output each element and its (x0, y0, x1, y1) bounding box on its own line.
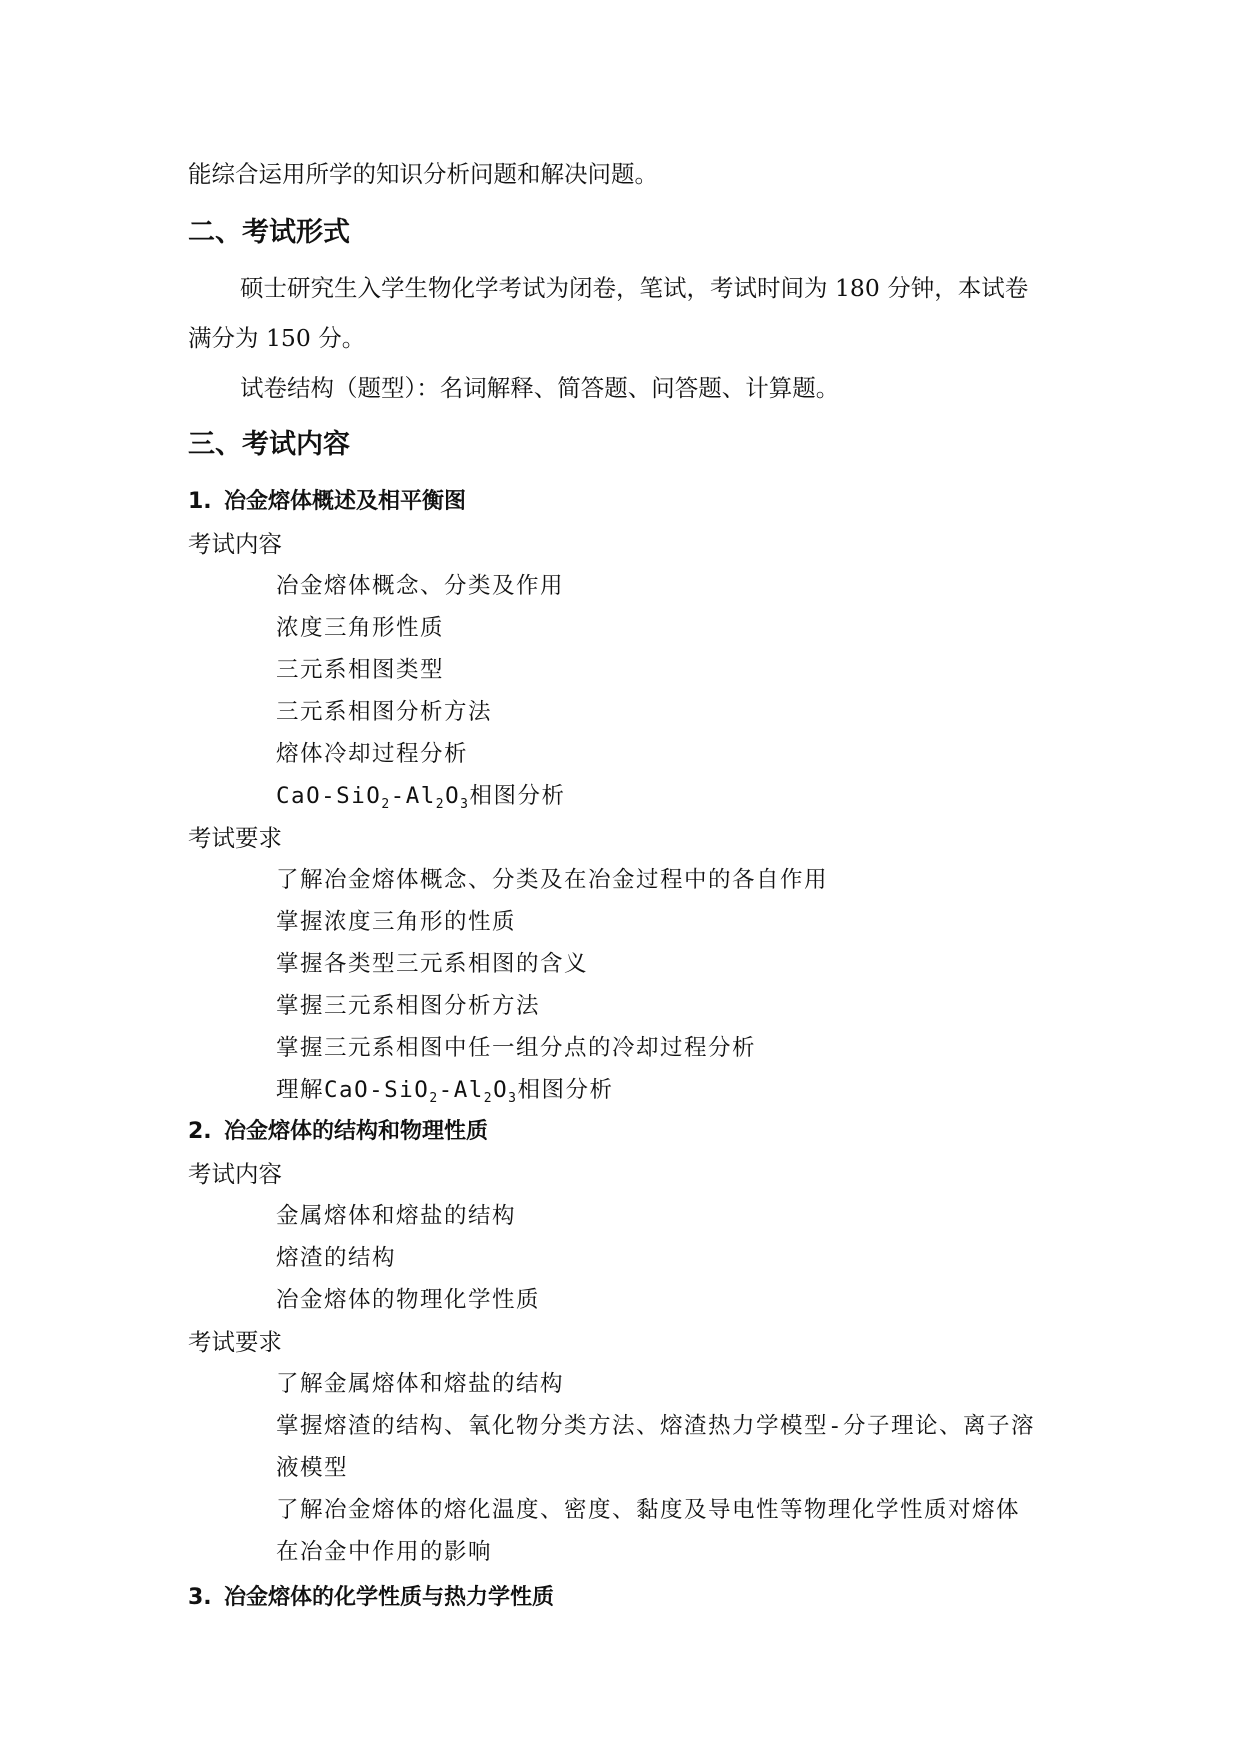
topic-1-requirement-item: 掌握三元系相图中任一组分点的冷却过程分析 (276, 1035, 757, 1061)
topic-2-number: 2. (188, 1119, 212, 1144)
section-3-heading: 三、考试内容 (188, 429, 350, 460)
topic-1-content-formula-item: CaO-$SiO_2-Al_2O_3$相图分析 (276, 783, 566, 812)
topic-2-requirement-item: 掌握熔渣的结构、氧化物分类方法、熔渣热力学模型-分子理论、离子溶 (276, 1413, 1036, 1439)
topic-2-requirement-label: 考试要求 (188, 1328, 282, 1356)
topic-1-number: 1. (188, 489, 212, 514)
section-2-exam-structure: 试卷结构（题型）：名词解释、简答题、问答题、计算题。 (240, 374, 840, 402)
topic-3-number: 3. (188, 1585, 212, 1610)
section-2-heading: 二、考试形式 (188, 217, 350, 248)
topic-1-title: 冶金熔体概述及相平衡图 (224, 489, 467, 514)
topic-1-content-item: 熔体冷却过程分析 (276, 741, 469, 767)
intro-tail-text: 能综合运用所学的知识分析问题和解决问题。 (188, 160, 658, 188)
topic-1-content-label: 考试内容 (188, 530, 282, 558)
section-2-paragraph-line-2: 满分为 150 分。 (188, 324, 366, 352)
topic-1-requirement-item: 掌握浓度三角形的性质 (276, 909, 517, 935)
topic-1-content-item: 浓度三角形性质 (276, 615, 445, 641)
topic-2-content-label: 考试内容 (188, 1160, 282, 1188)
topic-1-heading (188, 486, 466, 518)
topic-1-requirement-item: 掌握三元系相图分析方法 (276, 993, 541, 1019)
topic-1-content-item: 冶金熔体概念、分类及作用 (276, 573, 565, 599)
topic-2-heading (188, 1116, 488, 1148)
topic-2-content-item: 冶金熔体的物理化学性质 (276, 1287, 541, 1313)
topic-1-requirement-item: 掌握各类型三元系相图的含义 (276, 951, 589, 977)
topic-2-content-item: 金属熔体和熔盐的结构 (276, 1203, 517, 1229)
topic-2-requirement-item: 了解金属熔体和熔盐的结构 (276, 1371, 565, 1397)
topic-2-content-item: 熔渣的结构 (276, 1245, 397, 1271)
topic-2-requirement-item-continued: 在冶金中作用的影响 (276, 1539, 493, 1565)
topic-1-requirement-item: 了解冶金熔体概念、分类及在冶金过程中的各自作用 (276, 867, 829, 893)
topic-3-heading (188, 1582, 554, 1614)
topic-1-content-item: 三元系相图类型 (276, 657, 445, 683)
topic-1-content-item: 三元系相图分析方法 (276, 699, 493, 725)
topic-2-requirement-item: 了解冶金熔体的熔化温度、密度、黏度及导电性等物理化学性质对熔体 (276, 1497, 1021, 1523)
section-2-paragraph-line-1: 硕士研究生入学生物化学考试为闭卷，笔试，考试时间为 180 分钟，本试卷 (240, 274, 1029, 302)
topic-2-title: 冶金熔体的结构和物理性质 (224, 1119, 489, 1144)
topic-1-requirement-label: 考试要求 (188, 824, 282, 852)
topic-3-title: 冶金熔体的化学性质与热力学性质 (224, 1585, 555, 1610)
topic-2-requirement-item-continued: 液模型 (276, 1455, 349, 1481)
topic-1-requirement-formula-item: 理解CaO-$SiO_2-Al_2O_3$相图分析 (276, 1077, 614, 1106)
